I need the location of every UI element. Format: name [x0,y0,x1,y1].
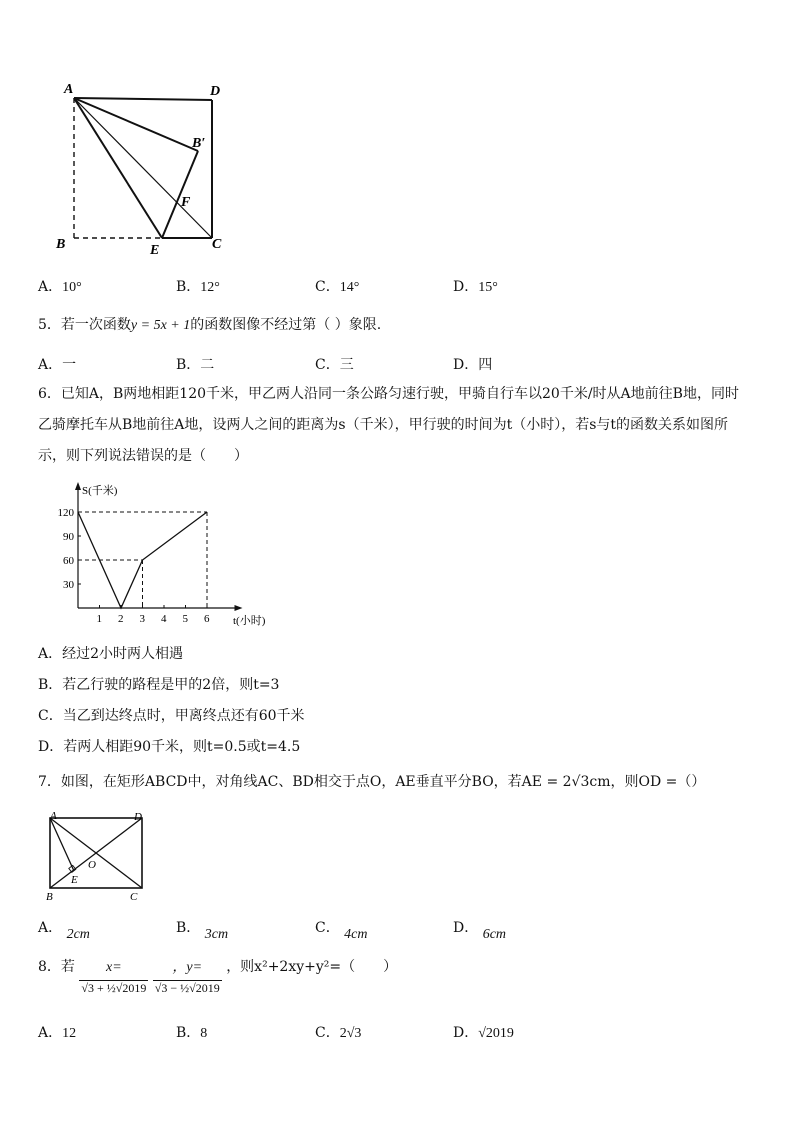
q4-label-F: F [181,195,191,210]
q6-stem-line3: 示，则下列说法错误的是（ ） [38,448,248,464]
q7-label-B: B [46,891,53,903]
q5-option-c[interactable]: C．三 [315,357,354,373]
q7-figure [40,808,160,904]
q8-x-fraction: $\frac{x=}{\text{√3 + ½√2019}}$ [81,960,147,995]
q4-label-C: C [212,237,222,252]
q7-option-d[interactable]: D． 6cm [453,920,507,942]
q4-label-D: D [210,84,221,99]
q4-option-d[interactable]: D．15° [453,279,498,295]
x-tick-label-6: 6 [204,613,210,625]
q5-stem: 5．若一次函数y = 5x + 1的函数图像不经过第（ ）象限. [38,317,382,333]
q7-option-b[interactable]: B． 3cm [176,920,229,942]
q6-xlabel: t(小时) [233,615,266,627]
q8-option-c[interactable]: C．2√3 [315,1025,362,1041]
y-tick-label-30: 30 [63,579,74,591]
q7-label-A: A [50,810,57,822]
q4-option-a[interactable]: A．10° [38,279,82,295]
q7-label-D: D [134,811,142,823]
q6-option-a[interactable]: A．经过2小时两人相遇 [38,646,184,662]
series-line-0 [78,512,207,608]
y-tick-label-60: 60 [63,555,74,567]
q4-figure [50,78,240,260]
y-tick-label-120: 120 [57,507,74,519]
q7-option-c[interactable]: C． 4cm [315,920,368,942]
q4-label-E: E [150,243,160,258]
q8-option-b[interactable]: B．8 [176,1025,208,1041]
q6-option-c[interactable]: C．当乙到达终点时，甲离终点还有60千米 [38,708,305,724]
q6-ylabel: S(千米) [82,485,118,497]
q6-option-b[interactable]: B．若乙行驶的路程是甲的2倍，则t=3 [38,677,280,693]
q7-label-E: E [71,874,78,886]
q8-y-fraction: $\frac{,y=}{\text{√3 − ½√2019}}$ [154,960,220,995]
y-axis-arrow [75,482,81,490]
q8-y-denominator: √3 − ½√2019 [154,981,220,995]
x-tick-label-5: 5 [182,613,188,625]
q6-chart [50,480,280,630]
q4-label-B: B [56,237,66,252]
q8-option-a[interactable]: A．12 [38,1025,77,1041]
x-tick-label-4: 4 [161,613,167,625]
q8-option-d[interactable]: D．√2019 [453,1025,514,1041]
x-tick-label-3: 3 [139,613,145,625]
q4-option-c[interactable]: C．14° [315,279,360,295]
q7-option-a[interactable]: A． 2cm [38,920,90,942]
q8-x-denominator: √3 + ½√2019 [81,981,147,995]
q8-stem: 8．若 $\frac{x=}{\text{√3 + ½√2019}} \frac{,y=}{\text{√3 − ½√2019}}$ ，则x²+2xy+y²=（ ） [38,957,397,997]
x-axis-arrow [235,605,243,611]
q6-option-d[interactable]: D．若两人相距90千米，则t=0.5或t=4.5 [38,739,301,755]
y-tick-label-90: 90 [63,531,74,543]
q5-option-a[interactable]: A．一 [38,357,77,373]
q6-stem-line1: 6．已知A，B两地相距120千米，甲乙两人沿同一条公路匀速行驶，甲骑自行车以20千米/时从A地前往B地，同时 [38,386,739,402]
x-tick-label-2: 2 [118,613,124,625]
q4-option-b[interactable]: B．12° [176,279,220,295]
q6-stem-line2: 乙骑摩托车从B地前往A地，设两人之间的距离为s（千米），甲行驶的时间为t（小时），若s与t的函数关系如图所 [38,417,729,433]
q4-label-B-prime: B′ [192,136,206,151]
q5-formula: y = 5x + 1 [130,318,191,333]
q7-label-C: C [130,891,138,903]
q4-label-A: A [64,82,74,97]
q7-stem: 7．如图，在矩形ABCD中，对角线AC、BD相交于点O，AE垂直平分BO，若AE = 2√3cm，则OD =（） [38,774,706,790]
q5-option-d[interactable]: D．四 [453,357,493,373]
q5-option-b[interactable]: B．二 [176,357,215,373]
x-tick-label-1: 1 [96,613,102,625]
q7-label-O: O [88,859,96,871]
